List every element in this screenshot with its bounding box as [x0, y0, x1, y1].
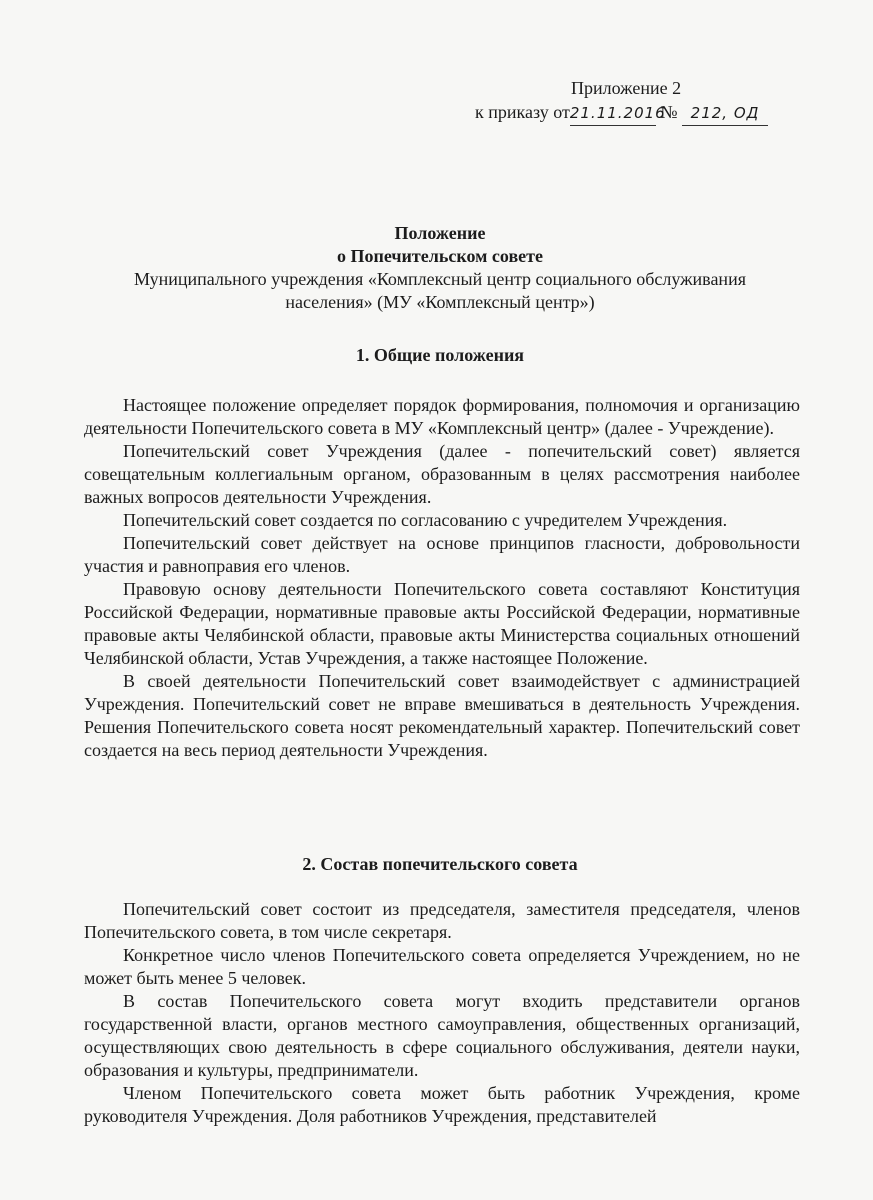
section-1-heading: 1. Общие положения — [355, 345, 525, 365]
title-line-1: Положение — [394, 223, 486, 243]
paragraph: Правовую основу деятельности Попечительского совета составляют Конституция Российской Федерации, нормативные правовые акты Российской Федерации, нормативные правовые акты Челябинской области, правовые акты Министерства социальных отношений Челябинской области, Устав Учреждения, а также настоящее Положение. — [84, 579, 800, 668]
appendix-block — [475, 76, 820, 126]
paragraph: Попечительский совет Учреждения (далее - попечительский совет) является совещательным коллегиальным органом, образованным в целях рассмотрения наиболее важных вопросов деятельности Учреждения. — [84, 441, 800, 507]
title-line-2: о Попечительском совете — [336, 246, 543, 266]
document-title — [80, 222, 800, 314]
paragraph: Попечительский совет действует на основе принципов гласности, добровольности участия и равноправия его членов. — [84, 533, 800, 576]
title-line-4: населения» (МУ «Комплексный центр») — [285, 292, 595, 312]
order-reference — [475, 100, 820, 126]
paragraph: В своей деятельности Попечительский совет взаимодействует с администрацией Учреждения. Попечительский совет не вправе вмешиваться в деятельность Учреждения. Решения Попечительского совета носят рекомендательный характер. Попечительский совет создается на весь период деятельности Учреждения. — [84, 671, 800, 760]
paragraph: Настоящее положение определяет порядок формирования, полномочия и организацию деятельности Попечительского совета в МУ «Комплексный центр» (далее - Учреждение). — [84, 395, 800, 438]
section-2-heading: 2. Состав попечительского совета — [302, 854, 578, 874]
appendix-label: Приложение 2 — [571, 78, 682, 98]
title-line-3: Муниципального учреждения «Комплексный центр социального обслуживания — [134, 269, 746, 289]
paragraph: Членом Попечительского совета может быть работник Учреждения, кроме руководителя Учреждения. Доля работников Учреждения, представителей — [84, 1083, 800, 1126]
order-number-handwritten: 212, ОД — [682, 101, 768, 126]
order-date-handwritten: 21.11.2016 — [570, 101, 656, 126]
section-2-body — [84, 898, 800, 1128]
paragraph: Попечительский совет создается по согласованию с учредителем Учреждения. — [123, 510, 728, 530]
number-sign: № — [660, 102, 678, 122]
paragraph: Конкретное число членов Попечительского совета определяется Учреждением, но не может быть менее 5 человек. — [84, 945, 800, 988]
section-1-body — [84, 394, 800, 762]
order-prefix: к приказу от — [475, 102, 570, 122]
paragraph: В состав Попечительского совета могут входить представители органов государственной власти, органов местного самоуправления, общественных организаций, осуществляющих свою деятельность в сфере социального обслуживания, деятели науки, образования и культуры, предприниматели. — [84, 991, 800, 1080]
paragraph: Попечительский совет состоит из председателя, заместителя председателя, членов Попечительского совета, в том числе секретаря. — [84, 899, 800, 942]
